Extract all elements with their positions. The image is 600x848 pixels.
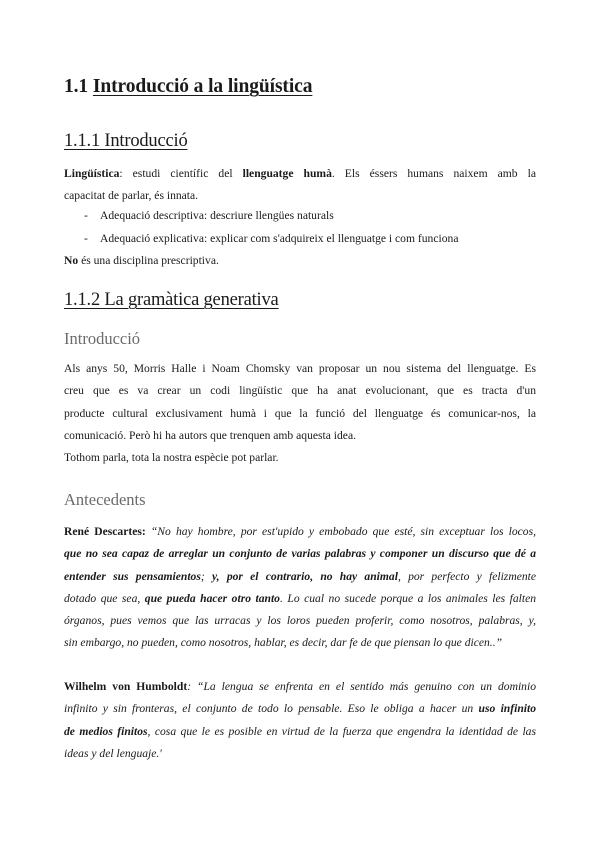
list-item: - Adequació explicativa: explicar com s'adquireix el llenguatge i com funciona (84, 232, 459, 245)
author-descartes: René Descartes: (64, 525, 146, 538)
heading-antecedents: Antecedents (64, 490, 146, 509)
quote-humboldt: Wilhelm von Humboldt: “La lengua se enfrenta en el sentido más genuino con un dominio infinito y sin fronteras, el conjunto de todo lo pensable. Eso le obliga a hacer un uso infinito de medios finitos, cosa que le es posible en virtud de la fuerza que engendra la identidad de las ideas y del lenguaje.' (64, 680, 537, 760)
paragraph-linguistica: Lingüística: estudi científic del llenguatge humà. Els éssers humans naixem amb la capacitat de parlar, és innata. (64, 167, 536, 203)
paragraph-prescriptiva: No és una disciplina prescriptiva. (64, 254, 219, 267)
quote-descartes: René Descartes: “No hay hombre, por est'upido y embobado que esté, sin exceptuar los locos, que no sea capaz de arreglar un conjunto de varias palabras y componer un discurso que dé a entender sus pensamientos; y, por el contrario, no hay animal, por perfecto y felizmente dotado que sea, que pueda hacer otro tanto. Lo cual no sucede porque a los animales les falten órganos, pues vemos que las urracas y los loros pueden proferir, como nosotros, palabras, y, sin embargo, no pueden, como nosotros, hablar, es decir, dar fe de que piensan lo que dicen..” (64, 525, 537, 650)
term-linguistica: Lingüística (64, 167, 120, 180)
subsection-heading-gramatica: 1.1.2 La gramàtica generativa (64, 290, 279, 310)
list-item: - Adequació descriptiva: descriure llengües naturals (84, 209, 334, 222)
author-humboldt: Wilhelm von Humboldt (64, 680, 188, 693)
section-title (64, 76, 312, 98)
term-llenguatge-huma: llenguatge humà (242, 167, 332, 180)
section-number: 1.1 (64, 76, 89, 97)
heading-introduccio: Introducció (64, 329, 141, 348)
paragraph-intro: Als anys 50, Morris Halle i Noam Chomsky van proposar un nou sistema del llenguatge. Es creu que es va crear un codi lingüístic que ha anat evolucionant, que es tracta d'un producte cultural exclusivament humà i que la funció del llenguatge és comunicar-nos, la comunicació. Però hi ha autors que trenquen amb aquesta idea. Tothom parla, tota la nostra espècie pot parlar. (64, 362, 536, 465)
section-title-text: Introducció a la lingüística (92, 76, 313, 97)
subsection-heading-introduccio: 1.1.1 Introducció (64, 131, 188, 151)
